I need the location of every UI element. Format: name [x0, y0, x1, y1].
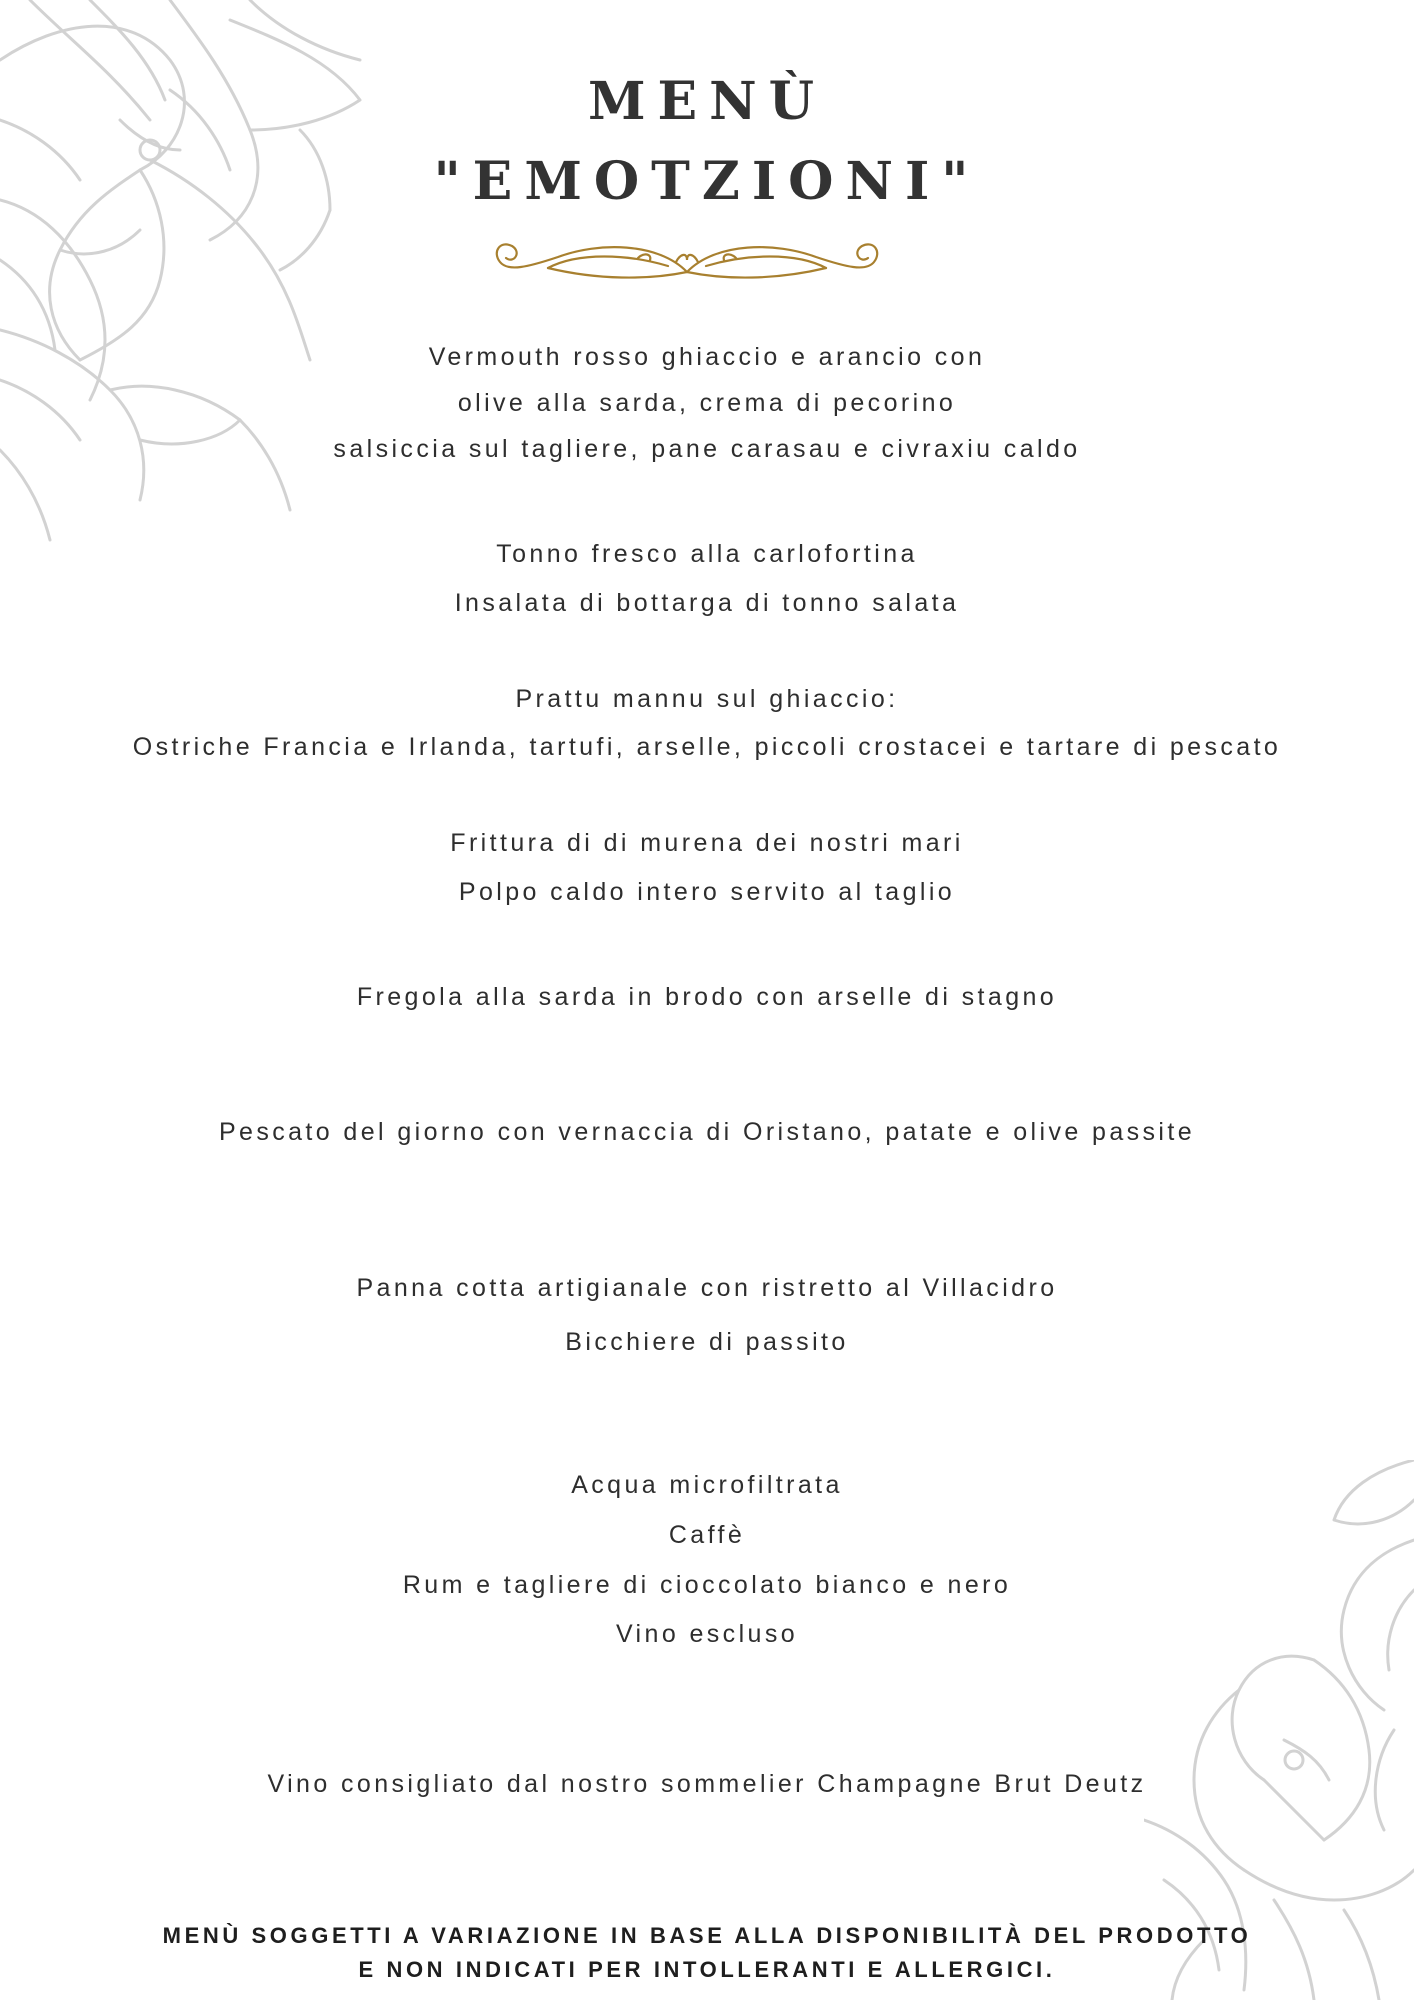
disclaimer-line-2: E NON INDICATI PER INTOLLERANTI E ALLERGICI. — [358, 1957, 1056, 1982]
title-line-2: "EMOTZIONI" — [433, 151, 981, 212]
menu-title — [0, 62, 1414, 222]
disclaimer-line-1: MENÙ SOGGETTI A VARIAZIONE IN BASE ALLA DISPONIBILITÀ DEL PRODOTTO — [162, 1923, 1252, 1948]
menu-item-line: Vino escluso — [615, 1620, 799, 1648]
menu-item-line: Panna cotta artigianale con ristretto al Villacidro — [356, 1274, 1058, 1302]
menu-item-line: Polpo caldo intero servito al taglio — [458, 878, 956, 906]
menu-item-line: Pescato del giorno con vernaccia di Oristano, patate e olive passite — [218, 1118, 1196, 1146]
menu-item-line: Caffè — [668, 1521, 746, 1549]
menu-item-line: Vermouth rosso ghiaccio e arancio con — [428, 343, 986, 371]
wine-pairing-line: Vino consigliato dal nostro sommelier Champagne Brut Deutz — [267, 1770, 1147, 1798]
menu-item-line: Ostriche Francia e Irlanda, tartufi, arselle, piccoli crostacei e tartare di pescato — [132, 733, 1282, 761]
menu-item-line: Frittura di di murena dei nostri mari — [450, 829, 964, 857]
menu-item-line: Tonno fresco alla carlofortina — [496, 540, 918, 568]
menu-item-line: salsiccia sul tagliere, pane carasau e civraxiu caldo — [333, 435, 1081, 463]
menu-item-line: Rum e tagliere di cioccolato bianco e nero — [402, 1571, 1012, 1599]
menu-item-line: Prattu mannu sul ghiaccio: — [515, 685, 899, 713]
gold-scroll-flourish-icon — [488, 232, 886, 292]
title-line-1: MENÙ — [587, 71, 827, 132]
menu-item-line: Bicchiere di passito — [565, 1328, 849, 1356]
menu-item-line: Insalata di bottarga di tonno salata — [454, 589, 960, 617]
menu-item-line: Acqua microfiltrata — [571, 1471, 843, 1499]
menu-item-line: olive alla sarda, crema di pecorino — [457, 389, 957, 417]
menu-item-line: Fregola alla sarda in brodo con arselle di stagno — [356, 983, 1058, 1011]
